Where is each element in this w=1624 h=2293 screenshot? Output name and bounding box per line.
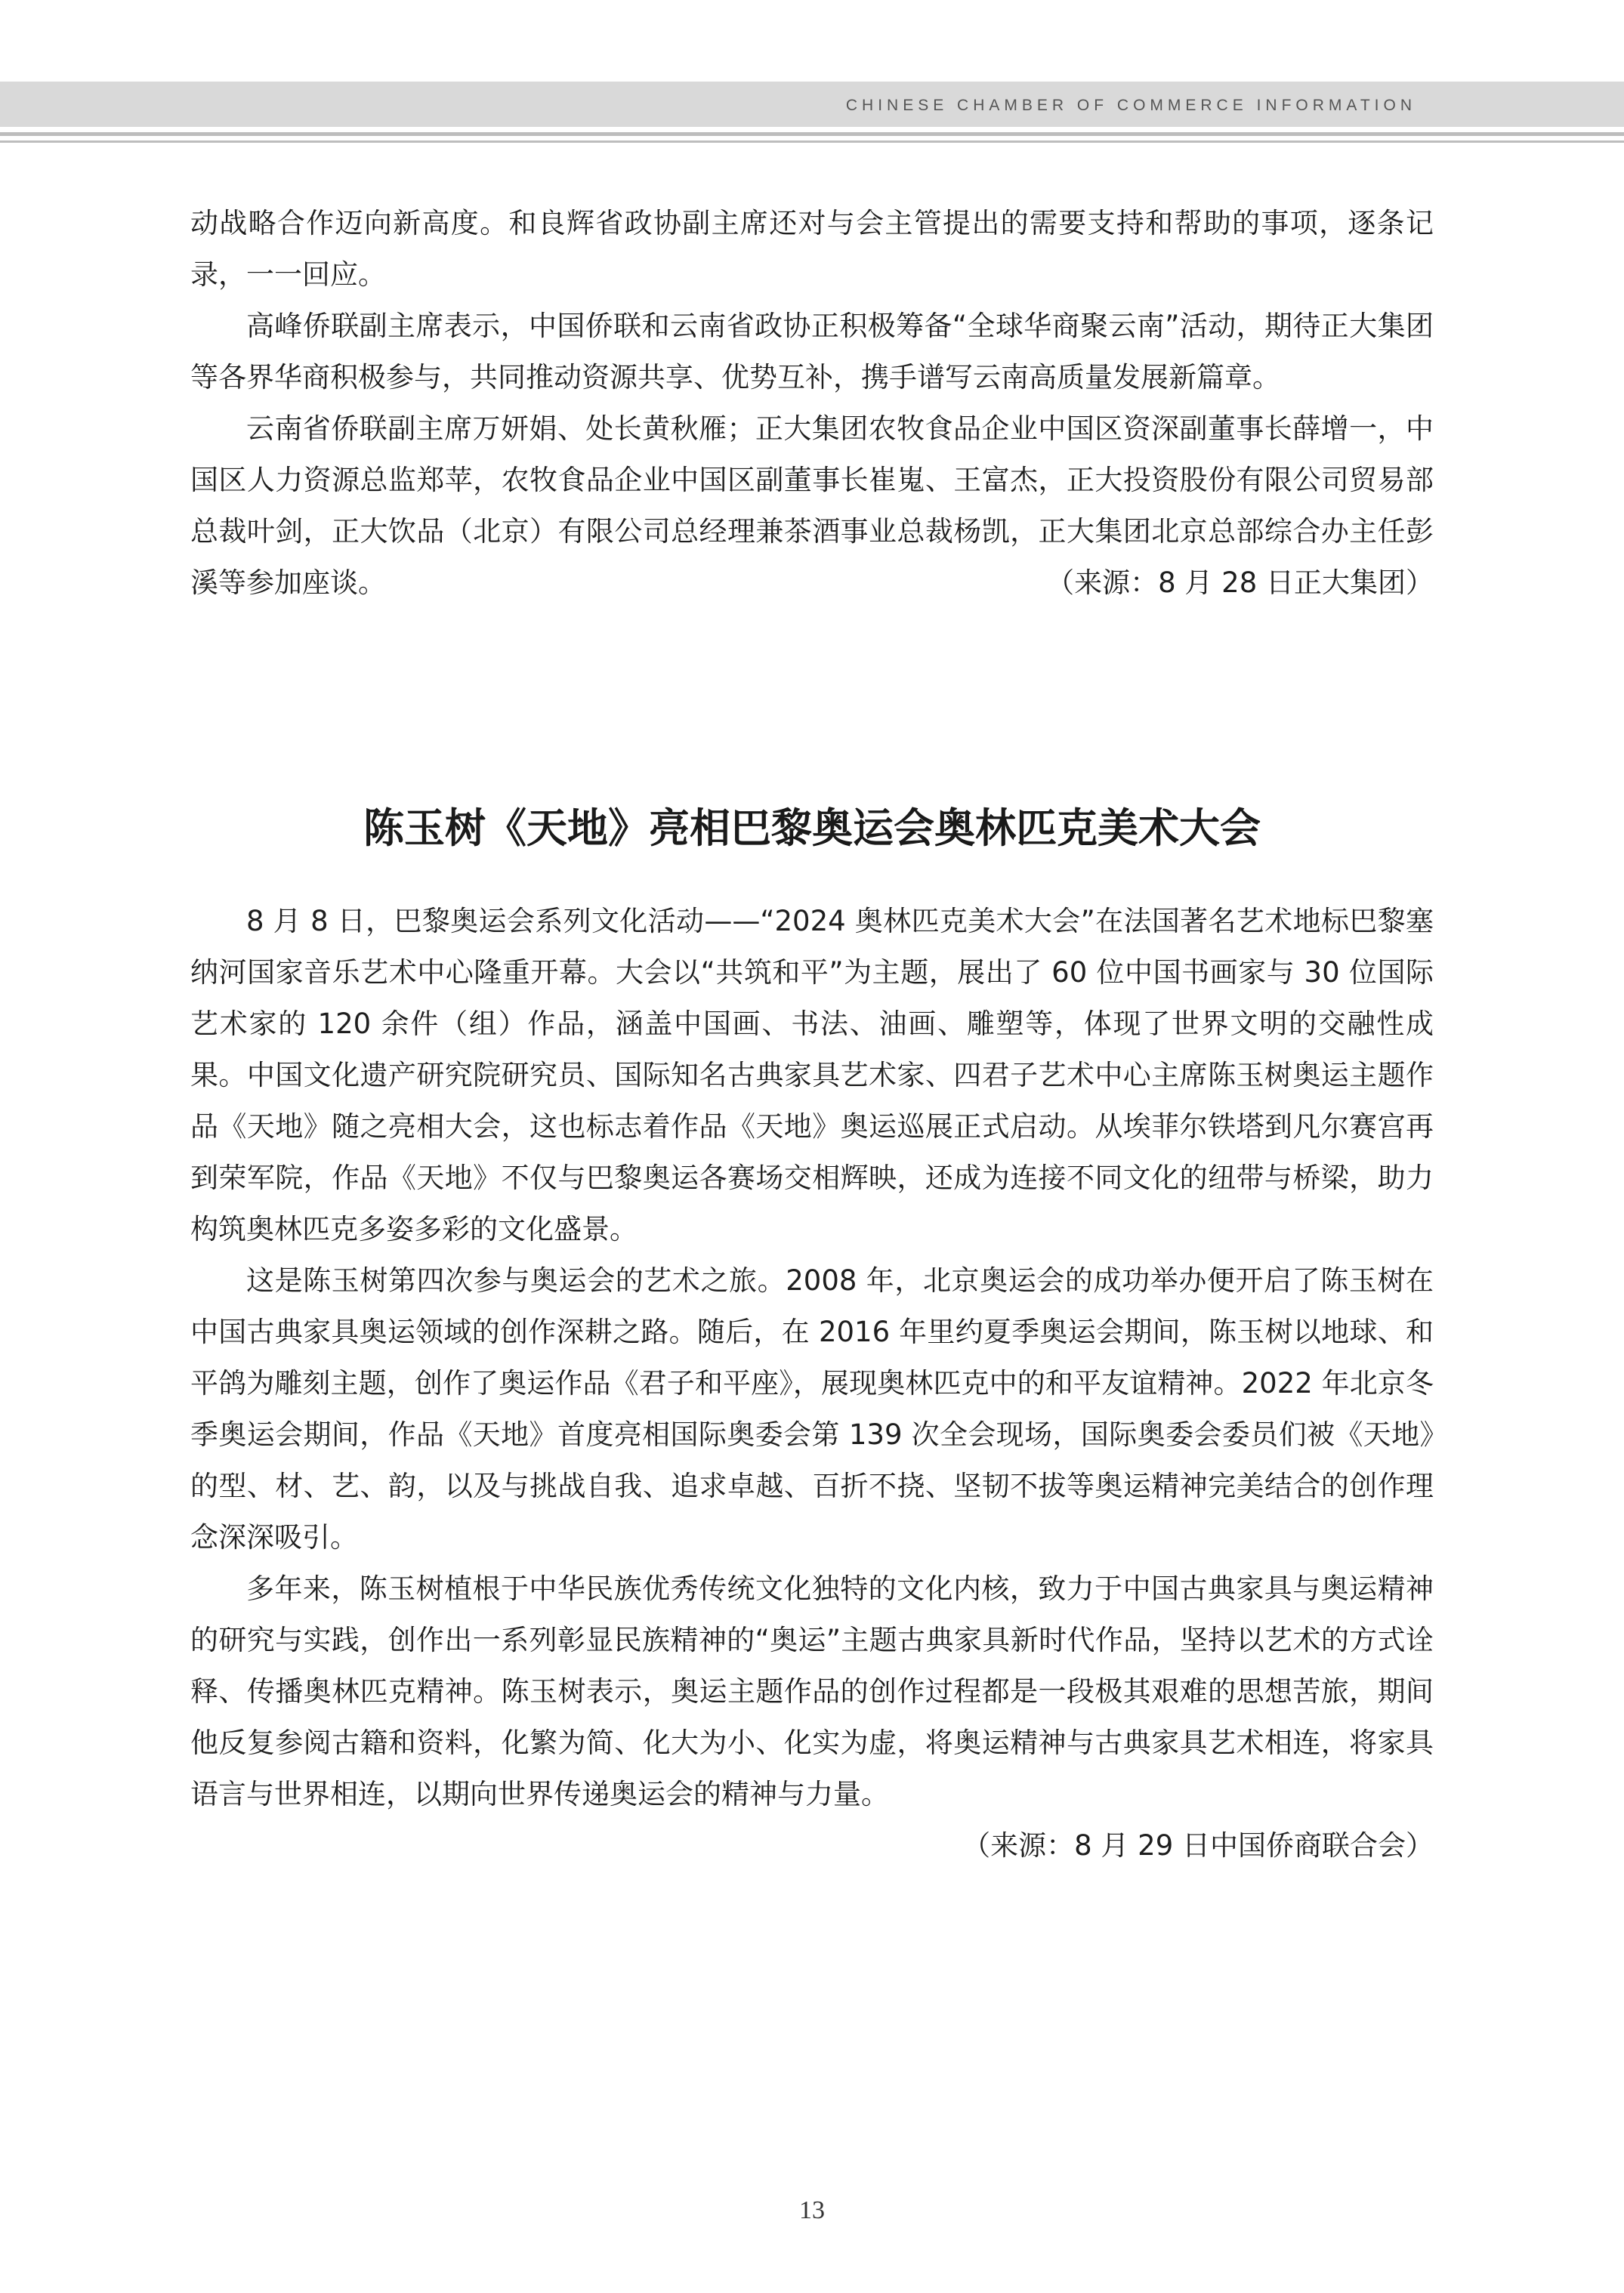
article-1-paragraph-3: 云南省侨联副主席万妍娟、处长黄秋雁；正大集团农牧食品企业中国区资深副董事长薛增一，中国区人力资源总监郑苹，农牧食品企业中国区副董事长崔嵬、王富杰，正大投资股份有限公司贸易部总裁叶剑，正大饮品（北京）有限公司总经理兼茶酒事业总裁杨凯，正大集团北京总部综合办主任彭溪等参加座谈。 (190, 412, 1434, 599)
article-2-paragraph-2: 这是陈玉树第四次参与奥运会的艺术之旅。2008 年，北京奥运会的成功举办便开启了陈玉树在中国古典家具奥运领域的创作深耕之路。随后，在 2016 年里约夏季奥运会期间，陈玉树以地球、和平鸽为雕刻主题，创作了奥运作品《君子和平座》，展现奥林匹克中的和平友谊精神。2022 年北京冬季奥运会期间，作品《天地》首度亮相国际奥委会第 139 次全会现场，国际奥委会委员们被《天地》的型、材、艺、韵，以及与挑战自我、追求卓越、百折不挠、坚韧不拔等奥运精神完美结合的创作理念深深吸引。 (190, 1264, 1434, 1554)
article-2-body (190, 896, 1434, 1872)
article-2-source: （来源：8 月 29 日中国侨商联合会） (962, 1829, 1434, 1862)
article-2-title: 陈玉树《天地》亮相巴黎奥运会奥林匹克美术大会 (363, 804, 1261, 852)
page-number: 13 (799, 2196, 825, 2224)
header-divider (0, 132, 1624, 136)
article-1-paragraph-2: 高峰侨联副主席表示，中国侨联和云南省政协正积极筹备“全球华商聚云南”活动，期待正大集团等各界华商积极参与，共同推动资源共享、优势互补，携手谱写云南高质量发展新篇章。 (190, 310, 1434, 393)
publication-header: CHINESE CHAMBER OF COMMERCE INFORMATION (845, 97, 1416, 114)
article-1-paragraph-1: 动战略合作迈向新高度。和良辉省政协副主席还对与会主管提出的需要支持和帮助的事项，逐条记录，一一回应。 (190, 207, 1434, 291)
article-2-paragraph-1: 8 月 8 日，巴黎奥运会系列文化活动——“2024 奥林匹克美术大会”在法国著名艺术地标巴黎塞纳河国家音乐艺术中心隆重开幕。大会以“共筑和平”为主题，展出了 60 位中国书画家与 30 位国际艺术家的 120 余件（组）作品，涵盖中国画、书法、油画、雕塑等，体现了世界文明的交融性成果。中国文化遗产研究院研究员、国际知名古典家具艺术家、四君子艺术中心主席陈玉树奥运主题作品《天地》随之亮相大会，这也标志着作品《天地》奥运巡展正式启动。从埃菲尔铁塔到凡尔赛宫再到荣军院，作品《天地》不仅与巴黎奥运各赛场交相辉映，还成为连接不同文化的纽带与桥梁，助力构筑奥林匹克多姿多彩的文化盛景。 (190, 905, 1434, 1245)
article-1-body (190, 198, 1434, 609)
article-1-source: （来源：8 月 28 日正大集团） (1046, 566, 1434, 599)
header-divider-thin (0, 140, 1624, 143)
article-2-paragraph-3: 多年来，陈玉树植根于中华民族优秀传统文化独特的文化内核，致力于中国古典家具与奥运精神的研究与实践，创作出一系列彰显民族精神的“奥运”主题古典家具新时代作品，坚持以艺术的方式诠释、传播奥林匹克精神。陈玉树表示，奥运主题作品的创作过程都是一段极其艰难的思想苦旅，期间他反复参阅古籍和资料，化繁为简、化大为小、化实为虚，将奥运精神与古典家具艺术相连，将家具语言与世界相连，以期向世界传递奥运会的精神与力量。 (190, 1572, 1434, 1810)
